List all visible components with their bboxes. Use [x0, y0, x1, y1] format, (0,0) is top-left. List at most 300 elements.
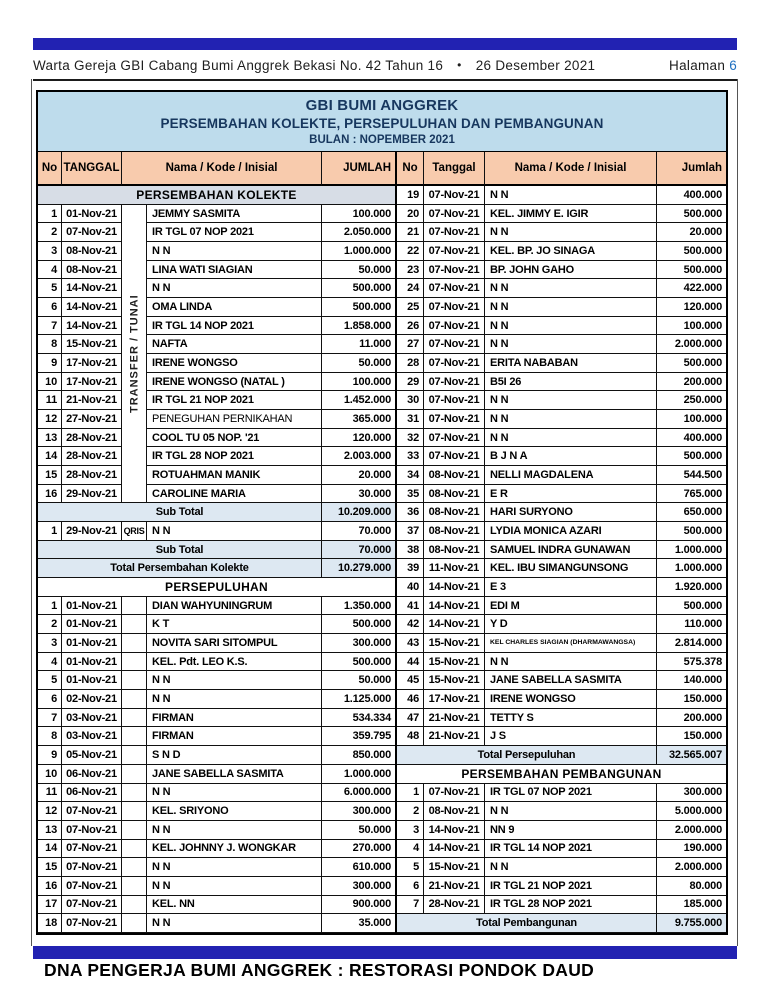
row-date: 07-Nov-21	[62, 821, 122, 840]
row-date: 07-Nov-21	[424, 317, 485, 336]
row-name: N N	[147, 821, 322, 840]
row-no: 16	[38, 877, 62, 896]
row-no: 5	[397, 858, 424, 877]
row-amount: 1.452.000	[322, 391, 395, 410]
table-row	[397, 466, 726, 485]
row-no: 1	[38, 522, 62, 541]
row-date: 03-Nov-21	[62, 727, 122, 746]
table-row	[397, 784, 726, 803]
masthead-title: Warta Gereja GBI Cabang Bumi Anggrek Bekasi No. 42 Tahun 16	[33, 57, 444, 73]
table-row	[38, 671, 395, 690]
row-name: FIRMAN	[147, 709, 322, 728]
row-no: 11	[38, 391, 62, 410]
row-name: IRENE WONGSO	[147, 354, 322, 373]
row-no: 6	[397, 877, 424, 896]
table-row	[397, 709, 726, 728]
table-row	[38, 223, 395, 242]
row-name: KEL CHARLES SIAGIAN (DHARMAWANGSA)	[485, 634, 657, 653]
row-date: 14-Nov-21	[62, 298, 122, 317]
table-row	[38, 373, 395, 392]
row-amount: 120.000	[657, 298, 726, 317]
row-no: 11	[38, 784, 62, 803]
row-date: 07-Nov-21	[424, 242, 485, 261]
payment-cell	[122, 765, 147, 784]
row-name: NOVITA SARI SITOMPUL	[147, 634, 322, 653]
row-date: 14-Nov-21	[424, 840, 485, 859]
row-no: 22	[397, 242, 424, 261]
row-no: 14	[38, 840, 62, 859]
row-no: 10	[38, 373, 62, 392]
page-indicator	[669, 58, 737, 73]
payment-cell	[122, 597, 147, 616]
row-no: 15	[38, 858, 62, 877]
row-name: NELLI MAGDALENA	[485, 466, 657, 485]
row-no: 2	[38, 615, 62, 634]
row-no: 36	[397, 503, 424, 522]
row-no: 17	[38, 896, 62, 915]
row-amount: 20.000	[322, 466, 395, 485]
left-table	[38, 152, 397, 933]
row-date: 21-Nov-21	[424, 727, 485, 746]
row-no: 2	[397, 802, 424, 821]
row-date: 07-Nov-21	[62, 840, 122, 859]
payment-cell	[122, 615, 147, 634]
row-name: NN 9	[485, 821, 657, 840]
row-amount: 422.000	[657, 279, 726, 298]
row-amount: 544.500	[657, 466, 726, 485]
row-date: 08-Nov-21	[424, 503, 485, 522]
row-name: JANE SABELLA SASMITA	[147, 765, 322, 784]
col-header-date: Tanggal	[424, 152, 485, 186]
row-name: K T	[147, 615, 322, 634]
row-amount: 50.000	[322, 354, 395, 373]
row-date: 14-Nov-21	[62, 279, 122, 298]
row-amount: 200.000	[657, 373, 726, 392]
row-date: 01-Nov-21	[62, 653, 122, 672]
subtotal-label: Sub Total	[38, 503, 322, 522]
row-date: 07-Nov-21	[62, 802, 122, 821]
table-row	[397, 242, 726, 261]
table-row	[38, 429, 395, 448]
row-no: 8	[38, 727, 62, 746]
row-date: 08-Nov-21	[424, 485, 485, 504]
row-amount: 185.000	[657, 896, 726, 915]
row-date: 28-Nov-21	[62, 447, 122, 466]
table-row	[397, 485, 726, 504]
col-header-date: TANGGAL	[62, 152, 122, 186]
row-name: COOL TU 05 NOP. '21	[147, 429, 322, 448]
row-date: 07-Nov-21	[424, 298, 485, 317]
row-name: IRENE WONGSO (NATAL )	[147, 373, 322, 392]
payment-cell	[122, 709, 147, 728]
row-no: 12	[38, 802, 62, 821]
row-name: KEL. JOHNNY J. WONGKAR	[147, 840, 322, 859]
row-date: 07-Nov-21	[424, 354, 485, 373]
row-amount: 1.125.000	[322, 690, 395, 709]
table-row	[38, 485, 395, 504]
row-date: 07-Nov-21	[62, 858, 122, 877]
row-date: 01-Nov-21	[62, 205, 122, 224]
page-label: Halaman	[669, 57, 726, 73]
row-date: 07-Nov-21	[424, 261, 485, 280]
row-name: N N	[485, 186, 657, 205]
payment-cell	[122, 784, 147, 803]
row-amount: 6.000.000	[322, 784, 395, 803]
row-name: N N	[485, 429, 657, 448]
row-no: 40	[397, 578, 424, 597]
report-period: BULAN : NOPEMBER 2021	[309, 134, 455, 146]
row-amount: 500.000	[657, 354, 726, 373]
row-amount: 300.000	[657, 784, 726, 803]
row-date: 06-Nov-21	[62, 784, 122, 803]
row-amount: 500.000	[657, 522, 726, 541]
row-name: IR TGL 07 NOP 2021	[485, 784, 657, 803]
section-title: PERSEMBAHAN PEMBANGUNAN	[397, 765, 726, 784]
row-no: 9	[38, 746, 62, 765]
row-no: 2	[38, 223, 62, 242]
row-amount: 100.000	[657, 317, 726, 336]
table-row	[397, 205, 726, 224]
table-row	[397, 223, 726, 242]
table-row	[38, 784, 395, 803]
row-no: 13	[38, 429, 62, 448]
row-amount: 610.000	[322, 858, 395, 877]
row-name: N N	[485, 279, 657, 298]
total-row	[38, 559, 395, 578]
row-amount: 250.000	[657, 391, 726, 410]
row-no: 10	[38, 765, 62, 784]
row-amount: 50.000	[322, 821, 395, 840]
table-row	[397, 317, 726, 336]
row-name: N N	[147, 671, 322, 690]
payment-cell	[122, 858, 147, 877]
row-date: 14-Nov-21	[62, 317, 122, 336]
row-amount: 300.000	[322, 802, 395, 821]
row-name: S N D	[147, 746, 322, 765]
row-no: 28	[397, 354, 424, 373]
subtotal-value: 10.209.000	[322, 503, 395, 522]
table-row	[397, 727, 726, 746]
row-amount: 1.000.000	[322, 765, 395, 784]
row-name: SAMUEL INDRA GUNAWAN	[485, 541, 657, 560]
row-amount: 35.000	[322, 914, 395, 933]
row-date: 17-Nov-21	[62, 354, 122, 373]
row-amount: 500.000	[657, 597, 726, 616]
table-row	[397, 578, 726, 597]
row-name: LYDIA MONICA AZARI	[485, 522, 657, 541]
col-header-amount: Jumlah	[657, 152, 726, 186]
row-no: 23	[397, 261, 424, 280]
row-date: 07-Nov-21	[62, 896, 122, 915]
payment-cell	[122, 914, 147, 933]
section-row	[397, 765, 726, 784]
row-no: 32	[397, 429, 424, 448]
table-row	[397, 261, 726, 280]
table-row	[38, 653, 395, 672]
row-no: 1	[38, 597, 62, 616]
bottom-divider-bar	[33, 946, 737, 959]
row-date: 21-Nov-21	[424, 709, 485, 728]
table-row	[38, 466, 395, 485]
table-row	[38, 597, 395, 616]
section-title: PERSEMBAHAN KOLEKTE	[38, 186, 395, 205]
row-name: N N	[485, 802, 657, 821]
row-no: 8	[38, 335, 62, 354]
row-no: 24	[397, 279, 424, 298]
row-no: 43	[397, 634, 424, 653]
row-name: IR TGL 14 NOP 2021	[147, 317, 322, 336]
row-name: FIRMAN	[147, 727, 322, 746]
report-title: GBI BUMI ANGGREK	[305, 97, 459, 114]
row-no: 44	[397, 653, 424, 672]
row-amount: 1.920.000	[657, 578, 726, 597]
masthead	[33, 51, 737, 81]
row-name: TETTY S	[485, 709, 657, 728]
table-row	[397, 186, 726, 205]
row-amount: 2.000.000	[657, 821, 726, 840]
row-date: 15-Nov-21	[424, 653, 485, 672]
row-no: 3	[38, 242, 62, 261]
row-no: 5	[38, 671, 62, 690]
row-date: 07-Nov-21	[424, 186, 485, 205]
row-name: IRENE WONGSO	[485, 690, 657, 709]
row-amount: 500.000	[322, 615, 395, 634]
row-name: IR TGL 28 NOP 2021	[147, 447, 322, 466]
row-amount: 300.000	[322, 634, 395, 653]
row-name: KEL. JIMMY E. IGIR	[485, 205, 657, 224]
row-date: 28-Nov-21	[424, 896, 485, 915]
col-header-amount: JUMLAH	[322, 152, 395, 186]
row-name: B J N A	[485, 447, 657, 466]
row-no: 27	[397, 335, 424, 354]
row-date: 27-Nov-21	[62, 410, 122, 429]
total-label: Total Persepuluhan	[397, 746, 657, 765]
row-no: 15	[38, 466, 62, 485]
row-date: 06-Nov-21	[62, 765, 122, 784]
row-no: 7	[38, 709, 62, 728]
table-row	[38, 447, 395, 466]
row-no: 14	[38, 447, 62, 466]
row-date: 14-Nov-21	[424, 578, 485, 597]
row-amount: 140.000	[657, 671, 726, 690]
table-row	[397, 671, 726, 690]
table-row	[38, 205, 395, 224]
row-amount: 365.000	[322, 410, 395, 429]
row-name: LINA WATI SIAGIAN	[147, 261, 322, 280]
payment-cell	[122, 821, 147, 840]
row-amount: 500.000	[322, 653, 395, 672]
report-body	[38, 152, 726, 933]
table-row	[38, 261, 395, 280]
row-amount: 2.000.000	[657, 335, 726, 354]
row-name: IR TGL 28 NOP 2021	[485, 896, 657, 915]
row-no: 26	[397, 317, 424, 336]
row-name: E R	[485, 485, 657, 504]
row-date: 08-Nov-21	[62, 242, 122, 261]
row-no: 33	[397, 447, 424, 466]
row-name: N N	[147, 877, 322, 896]
table-row	[397, 858, 726, 877]
row-amount: 270.000	[322, 840, 395, 859]
row-amount: 190.000	[657, 840, 726, 859]
bullet-separator: •	[457, 58, 462, 72]
row-no: 9	[38, 354, 62, 373]
row-amount: 500.000	[657, 261, 726, 280]
table-row	[38, 317, 395, 336]
report-subtitle: PERSEMBAHAN KOLEKTE, PERSEPULUHAN DAN PEMBANGUNAN	[160, 116, 604, 131]
row-name: N N	[147, 522, 322, 541]
row-date: 21-Nov-21	[424, 877, 485, 896]
row-name: HARI SURYONO	[485, 503, 657, 522]
total-row	[397, 914, 726, 933]
table-row	[397, 410, 726, 429]
row-date: 07-Nov-21	[424, 429, 485, 448]
row-no: 19	[397, 186, 424, 205]
table-row	[397, 559, 726, 578]
row-amount: 765.000	[657, 485, 726, 504]
row-no: 29	[397, 373, 424, 392]
row-no: 5	[38, 279, 62, 298]
row-date: 07-Nov-21	[424, 447, 485, 466]
row-amount: 20.000	[657, 223, 726, 242]
row-amount: 100.000	[322, 205, 395, 224]
row-date: 07-Nov-21	[424, 784, 485, 803]
table-row	[397, 840, 726, 859]
qris-row	[38, 522, 395, 541]
row-no: 30	[397, 391, 424, 410]
row-name: KEL. SRIYONO	[147, 802, 322, 821]
row-date: 28-Nov-21	[62, 466, 122, 485]
row-no: 21	[397, 223, 424, 242]
table-row	[38, 858, 395, 877]
row-amount: 400.000	[657, 429, 726, 448]
table-row	[397, 802, 726, 821]
row-date: 08-Nov-21	[424, 802, 485, 821]
table-row	[38, 242, 395, 261]
row-name: B5I 26	[485, 373, 657, 392]
row-no: 13	[38, 821, 62, 840]
row-name: N N	[147, 279, 322, 298]
table-row	[38, 391, 395, 410]
table-row	[38, 615, 395, 634]
right-table	[397, 152, 726, 933]
row-no: 37	[397, 522, 424, 541]
row-no: 20	[397, 205, 424, 224]
row-name: KEL. NN	[147, 896, 322, 915]
row-name: BP. JOHN GAHO	[485, 261, 657, 280]
table-row	[397, 429, 726, 448]
table-row	[38, 896, 395, 915]
row-amount: 500.000	[657, 447, 726, 466]
row-amount: 50.000	[322, 671, 395, 690]
row-amount: 400.000	[657, 186, 726, 205]
table-row	[38, 765, 395, 784]
col-header-no: No	[38, 152, 62, 186]
payment-cell	[122, 802, 147, 821]
row-amount: 2.814.000	[657, 634, 726, 653]
row-amount: 1.000.000	[322, 242, 395, 261]
table-row	[397, 279, 726, 298]
table-row	[38, 914, 395, 933]
total-label: Total Pembangunan	[397, 914, 657, 933]
row-amount: 500.000	[322, 279, 395, 298]
row-no: 6	[38, 690, 62, 709]
subtotal-label: Sub Total	[38, 541, 322, 560]
table-row	[397, 821, 726, 840]
row-date: 02-Nov-21	[62, 690, 122, 709]
row-date: 07-Nov-21	[424, 205, 485, 224]
row-name: N N	[147, 784, 322, 803]
table-row	[38, 335, 395, 354]
left-table-header-row	[38, 152, 395, 186]
row-amount: 1.858.000	[322, 317, 395, 336]
row-date: 29-Nov-21	[62, 522, 122, 541]
row-amount: 300.000	[322, 877, 395, 896]
subtotal-row	[38, 503, 395, 522]
row-name: NAFTA	[147, 335, 322, 354]
masthead-title-group	[33, 58, 595, 73]
section-title: PERSEPULUHAN	[38, 578, 395, 597]
table-row	[397, 373, 726, 392]
row-date: 07-Nov-21	[424, 373, 485, 392]
row-date: 01-Nov-21	[62, 671, 122, 690]
payment-cell	[122, 634, 147, 653]
row-amount: 150.000	[657, 727, 726, 746]
table-row	[38, 727, 395, 746]
row-no: 42	[397, 615, 424, 634]
row-amount: 534.334	[322, 709, 395, 728]
row-no: 7	[38, 317, 62, 336]
total-row	[397, 746, 726, 765]
row-amount: 100.000	[322, 373, 395, 392]
row-name: N N	[485, 298, 657, 317]
total-value: 32.565.007	[657, 746, 726, 765]
row-date: 14-Nov-21	[424, 615, 485, 634]
row-amount: 850.000	[322, 746, 395, 765]
payment-cell	[122, 727, 147, 746]
report-title-block	[38, 92, 726, 152]
row-date: 08-Nov-21	[424, 522, 485, 541]
row-name: ERITA NABABAN	[485, 354, 657, 373]
row-name: JANE SABELLA SASMITA	[485, 671, 657, 690]
table-row	[38, 690, 395, 709]
row-no: 34	[397, 466, 424, 485]
table-row	[397, 335, 726, 354]
row-date: 14-Nov-21	[424, 597, 485, 616]
row-date: 17-Nov-21	[62, 373, 122, 392]
col-header-no: No	[397, 152, 424, 186]
table-row	[38, 298, 395, 317]
row-name: KEL. BP. JO SINAGA	[485, 242, 657, 261]
payment-method-cell: QRIS	[122, 522, 147, 541]
row-date: 07-Nov-21	[424, 223, 485, 242]
row-date: 07-Nov-21	[424, 335, 485, 354]
table-row	[38, 634, 395, 653]
table-row	[38, 746, 395, 765]
table-row	[38, 877, 395, 896]
row-name: N N	[485, 317, 657, 336]
row-date: 15-Nov-21	[424, 671, 485, 690]
row-amount: 575.378	[657, 653, 726, 672]
row-name: N N	[485, 391, 657, 410]
table-row	[397, 298, 726, 317]
total-label: Total Persembahan Kolekte	[38, 559, 322, 578]
row-amount: 100.000	[657, 410, 726, 429]
subtotal-row	[38, 541, 395, 560]
row-name: EDI M	[485, 597, 657, 616]
row-date: 01-Nov-21	[62, 597, 122, 616]
total-value: 9.755.000	[657, 914, 726, 933]
